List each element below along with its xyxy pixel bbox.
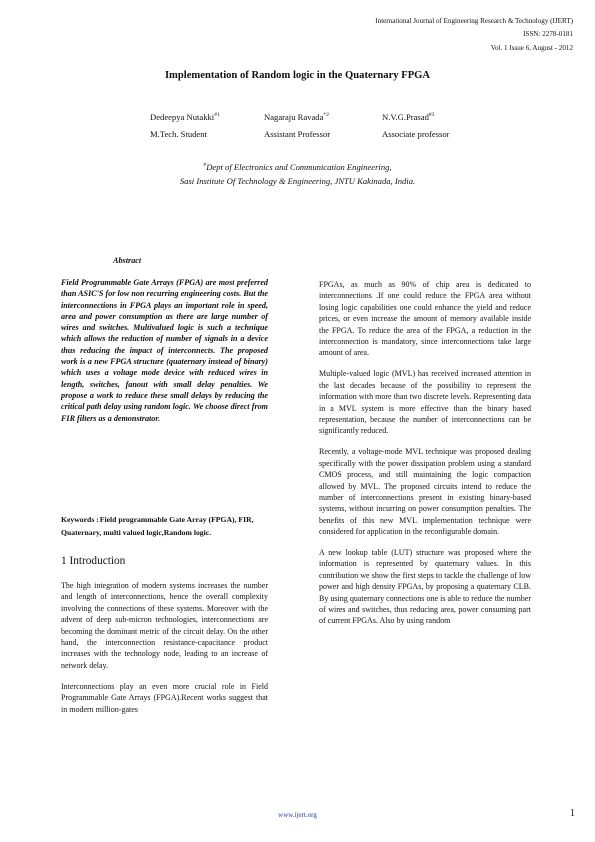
author-3 bbox=[382, 112, 434, 122]
author-name: N.V.G.Prasad bbox=[382, 112, 429, 122]
author-mark: #3 bbox=[428, 112, 435, 119]
affiliation-mark: # bbox=[203, 162, 207, 168]
abstract-text: Field Programmable Gate Arrays (FPGA) are most preferred than ASIC'S for low non recurring engineering costs. But the interconnections in FPGA plays an important role in speed, area and power consumption as there are large number of wires and switches. Multivalued logic is such a technique which allows the reduction of number of signals in a device thus reducing the impact of interconnects. The proposed work is a new FPGA structure (quaternary instead of binary) which uses a voltage mode device with reduced wires in length, switches, fanout with small delay penalties. We propose a work to reduce these small delays by reducing the critical path delay using random logic. We choose direct from FIR filters as a demonstrator. bbox=[61, 278, 268, 423]
volume-issue: Vol. 1 Issue 6, August - 2012 bbox=[490, 43, 573, 52]
paper-title: Implementation of Random logic in the Quaternary FPGA bbox=[164, 70, 431, 81]
abstract-heading: Abstract bbox=[113, 256, 142, 265]
issn: ISSN: 2278-0181 bbox=[523, 30, 573, 39]
author-mark: *2 bbox=[323, 112, 329, 119]
paragraph: The high integration of modern systems increases the number and length of interconnections, hence the overall complexity involving the connections of these systems. Moreover with the advent of deep sub-micron technologies, interconnections are becoming the dominant metric of the circuit delay. On the other hand, the interconnection resistance-capacitance product increases with the technology node, leading to an increase of network delay. bbox=[61, 581, 268, 670]
footer-url[interactable]: www.ijert.org bbox=[278, 811, 317, 819]
affiliation-dept: #Dept of Electronics and Communication Engineering, bbox=[203, 161, 392, 172]
author-name: Dedeepya Nutakki bbox=[150, 112, 215, 122]
section-heading-introduction: 1 Introduction bbox=[61, 555, 126, 567]
affiliation bbox=[0, 158, 595, 188]
right-column-body bbox=[319, 279, 531, 636]
page-number: 1 bbox=[570, 808, 575, 819]
author-1 bbox=[150, 112, 220, 122]
paragraph: FPGAs, as much as 90% of chip area is dedicated to interconnections .If one could reduce the FPGA area without losing logic capabilities one could enhance the yield and reduce prices, or even increase the amount of memory available inside the FPGA. To reduce the area of the FPGA, a reduction in the interconnection is mandatory, since interconnections take large amount of area. bbox=[319, 280, 531, 358]
paragraph: Interconnections play an even more crucial role in Field Programmable Gate Arrays (FPGA).Recent works suggest that in modern million-gates bbox=[61, 681, 268, 714]
keywords-label: Keywords : bbox=[61, 515, 99, 524]
keywords-text: Field programmable Gate Array (FPGA), FIR, Quaternary, multi valued logic,Random logic. bbox=[61, 515, 254, 537]
author-mark: #1 bbox=[214, 112, 220, 119]
author-3-role: Associate professor bbox=[382, 129, 450, 139]
affiliation-institute: Sasi Institute Of Technology & Engineering, JNTU Kakinada, India. bbox=[179, 175, 416, 186]
author-2 bbox=[264, 112, 329, 122]
left-column-body bbox=[61, 580, 268, 724]
author-name: Nagaraju Ravada bbox=[264, 112, 324, 122]
author-1-role: M.Tech. Student bbox=[150, 129, 207, 139]
paragraph: Multiple-valued logic (MVL) has received increased attention in the last decades because of the possibility to represent the information with more than two discrete levels. Representing data in a MVL system is more effective than the binary based representation, because the number of interconnections can be significantly reduced. bbox=[319, 369, 531, 436]
paragraph: A new lookup table (LUT) structure was proposed where the information is represented by quaternary values. In this contribution we show the first steps to tackle the challenge of low power and high density FPGAs, by proposing a quaternary CLB. By using quaternary connections one is able to reduce the number of wires and switches, thus reducing area, power consuming part of current FPGAs. Also by using random bbox=[319, 548, 531, 626]
keywords bbox=[61, 513, 271, 539]
journal-header bbox=[313, 15, 573, 55]
author-2-role: Assistant Professor bbox=[264, 129, 331, 139]
paragraph: Recently, a voltage-mode MVL technique was proposed dealing specifically with the power dissipation problem using a standard CMOS process, and still maintaining the logic compaction allowed by MVL. The proposed circuits intend to reduce the number of interconnections present in existing binary-based systems, without incurring on power consumption penalties. The benefits of this new MVL implementation technique were considered for application in the reconfigurable domain. bbox=[319, 447, 531, 537]
journal-name: International Journal of Engineering Research & Technology (IJERT) bbox=[375, 17, 573, 25]
